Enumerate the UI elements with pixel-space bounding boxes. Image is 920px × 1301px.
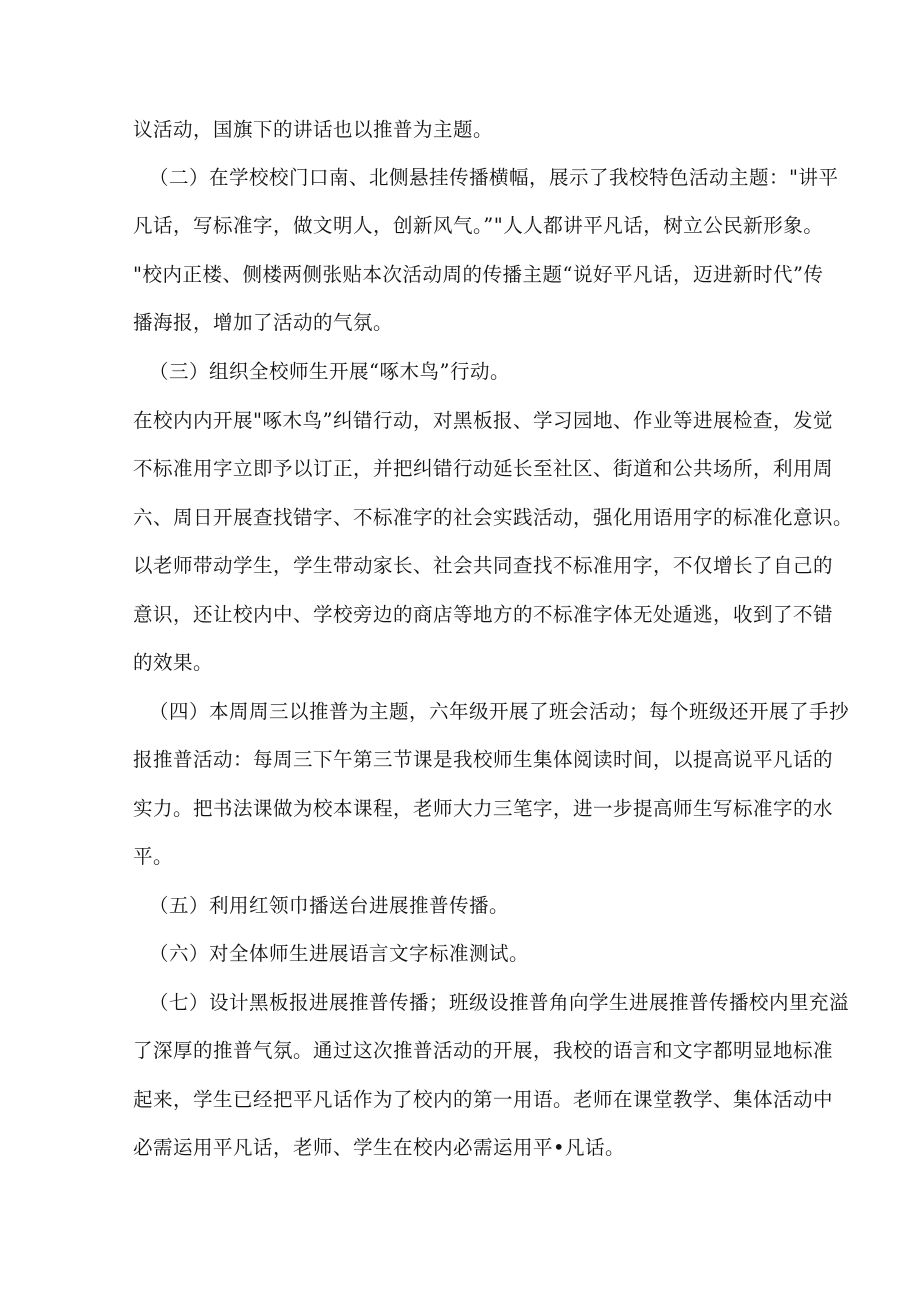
text-line-5: 播海报，增加了活动的气氛。 [133,311,394,334]
text-line-15: 实力。把书法课做为校本课程，老师大力三笔字，进一步提高师生写标准字的水 [133,797,834,820]
text-line-3: 凡话，写标准字，做文明人，创新风气。”"人人都讲平凡话，树立公民新形象。 [133,214,824,237]
text-line-1: 议活动，国旗下的讲话也以推普为主题。 [133,118,494,141]
text-line-2: （二）在学校校门口南、北侧悬挂传播横幅，展示了我校特色活动主题："讲平 [149,166,839,189]
text-line-11: 意识，还让校内中、学校旁边的商店等地方的不标准字体无处遁逃，收到了不错 [133,603,834,626]
text-line-20: 了深厚的推普气氛。通过这次推普活动的开展，我校的语言和文字都明显地标准 [133,1039,834,1062]
text-line-12: 的效果。 [133,651,214,674]
text-line-10: 以老师带动学生，学生带动家长、社会共同查找不标准用字，不仅增长了自己的 [133,554,834,577]
text-line-22: 必需运用平凡话，老师、学生在校内必需运用平•凡话。 [133,1136,626,1159]
text-line-6: （三）组织全校师生开展“啄木鸟”行动。 [149,360,510,383]
text-line-8: 不标准用字立即予以订正，并把纠错行动延长至社区、街道和公共场所，利用周 [133,457,834,480]
text-line-21: 起来，学生已经把平凡话作为了校内的第一用语。老师在课堂教学、集体活动中 [133,1088,834,1111]
text-line-18: （六）对全体师生进展语言文字标准测试。 [149,942,530,965]
text-line-7: 在校内内开展"啄木鸟”纠错行动，对黑板报、学习园地、作业等进展检查，发觉 [133,409,833,432]
text-line-13: （四）本周周三以推普为主题，六年级开展了班会活动；每个班级还开展了手抄 [149,700,850,723]
text-line-16: 平。 [133,845,174,868]
text-line-4: "校内正楼、侧楼两侧张贴本次活动周的传播主题“说好平凡话，迈进新时代”传 [133,263,824,286]
text-line-14: 报推普活动：每周三下午第三节课是我校师生集体阅读时间，以提高说平凡话的 [133,748,834,771]
text-line-9: 六、周日开展查找错字、不标准字的社会实践活动，强化用语用字的标准化意识。 [133,506,854,529]
text-line-19: （七）设计黑板报进展推普传播；班级设推普角向学生进展推普传播校内里充溢 [149,991,850,1014]
text-line-17: （五）利用红领巾播送台进展推普传播。 [149,894,510,917]
